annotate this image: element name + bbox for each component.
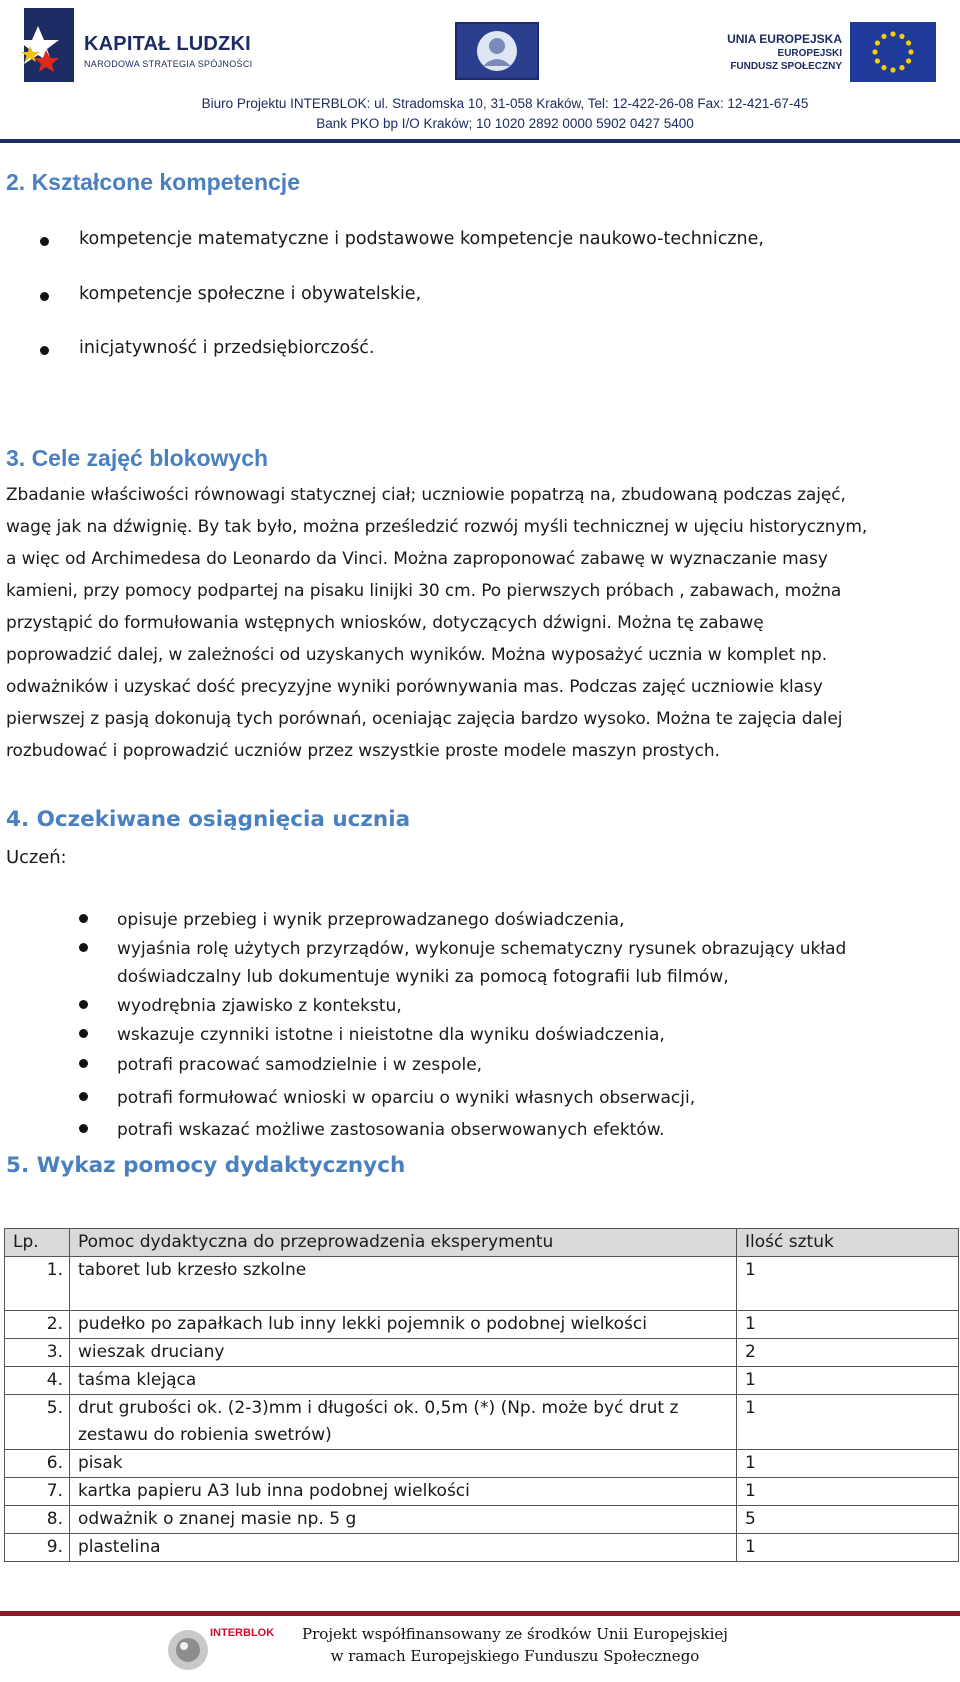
kapital-ludzki-title: KAPITAŁ LUDZKI xyxy=(84,33,251,55)
section-5-heading: 5. Wykaz pomocy dydaktycznych xyxy=(6,1153,406,1178)
paragraph-line: rozbudować i poprowadzić uczniów przez wszystkie proste modele maszyn prostych. xyxy=(6,741,720,761)
paragraph-line: kamieni, przy pomocy podpartej na pisaku linijki 30 cm. Po pierwszych próbach , zabawach, można xyxy=(6,581,842,601)
eu-logo-subtitle-1: EUROPEJSKI xyxy=(777,48,842,59)
column-header-quantity: Ilość sztuk xyxy=(737,1229,959,1257)
eu-flag-icon xyxy=(850,22,936,82)
table-row: 8. odważnik o znanej masie np. 5 g 5 xyxy=(5,1506,959,1534)
bullet-icon xyxy=(40,292,49,301)
table-row: 1. taboret lub krzesło szkolne 1 xyxy=(5,1257,959,1311)
bullet-icon xyxy=(79,1059,88,1068)
footer-divider xyxy=(0,1611,960,1616)
footer-cofinancing-line: Projekt współfinansowany ze środków Unii Europejskiej xyxy=(302,1625,728,1643)
column-header-item: Pomoc dydaktyczna do przeprowadzenia eksperymentu xyxy=(70,1229,737,1257)
bullet-icon xyxy=(40,346,49,355)
paragraph-line: pierwszej z pasją dokonują tych porównań, oceniając zajęcia bardzo wysoko. Można te zajęcia dalej xyxy=(6,709,843,729)
bullet-icon xyxy=(79,943,88,952)
header-address: Biuro Projektu INTERBLOK: ul. Stradomska 10, 31-058 Kraków, Tel: 12-422-26-08 Fax: 12-421-67-45 xyxy=(201,96,809,111)
table-row: 2. pudełko po zapałkach lub inny lekki pojemnik o podobnej wielkości 1 xyxy=(5,1311,959,1339)
table-row: 3. wieszak druciany 2 xyxy=(5,1339,959,1367)
paragraph-line: przystąpić do formułowania wstępnych wniosków, dotyczących dźwigni. Można tę zabawę xyxy=(6,613,764,633)
kapital-ludzki-subtitle: NARODOWA STRATEGIA SPÓJNOŚCI xyxy=(84,59,253,69)
bullet-icon xyxy=(79,914,88,923)
teaching-aids-table xyxy=(4,1228,959,1562)
table-row: 6. pisak 1 xyxy=(5,1450,959,1478)
footer-fund-line: w ramach Europejskiego Funduszu Społecznego xyxy=(330,1647,700,1665)
header-bank-account: Bank PKO bp I/O Kraków; 10 1020 2892 0000 5902 0427 5400 xyxy=(316,116,694,131)
paragraph-line: a więc od Archimedesa do Leonardo da Vinci. Można zaproponować zabawę w wyznaczanie masy xyxy=(6,549,828,569)
column-header-lp: Lp. xyxy=(5,1229,70,1257)
table-row: 9. plastelina 1 xyxy=(5,1534,959,1562)
eu-logo-subtitle-2: FUNDUSZ SPOŁECZNY xyxy=(730,61,842,72)
paragraph-line: wagę jak na dźwignię. By tak było, można prześledzić rozwój myśli technicznej w ujęciu historycznym, xyxy=(6,517,868,537)
interblok-logo-icon xyxy=(160,1620,290,1678)
bullet-icon xyxy=(40,237,49,246)
kapital-ludzki-mark-icon xyxy=(16,6,78,86)
section-4-lead: Uczeń: xyxy=(6,847,67,868)
eu-logo xyxy=(710,20,938,102)
table-row: 4. taśma klejąca 1 xyxy=(5,1367,959,1395)
table-row: 5. drut grubości ok. (2-3)mm i długości ok. 0,5m (*) (Np. może być drut z zestawu do robienia swetrów) 1 xyxy=(5,1395,959,1450)
kapital-ludzki-logo xyxy=(16,6,266,88)
section-2-heading: 2. Kształcone kompetencje xyxy=(6,169,300,195)
eu-logo-title: UNIA EUROPEJSKA xyxy=(727,32,842,46)
table-header-row xyxy=(5,1229,959,1257)
header-divider xyxy=(0,139,960,143)
section-4-heading: 4. Oczekiwane osiągnięcia ucznia xyxy=(6,807,411,832)
section-3-heading: 3. Cele zajęć blokowych xyxy=(6,445,269,471)
interblok-logo xyxy=(160,1620,290,1678)
bullet-icon xyxy=(79,1029,88,1038)
table-row: 7. kartka papieru A3 lub inna podobnej wielkości 1 xyxy=(5,1478,959,1506)
paragraph-line: Zbadanie właściwości równowagi statycznej ciał; uczniowie popatrzą na, zbudowaną podczas zajęć, xyxy=(6,485,846,505)
paragraph-line: poprowadzić dalej, w zależności od uzyskanych wyników. Można wyposażyć ucznia w komplet np. xyxy=(6,645,828,665)
bullet-icon xyxy=(79,1124,88,1133)
bullet-icon xyxy=(79,1092,88,1101)
bullet-icon xyxy=(79,1000,88,1009)
paragraph-line: odważników i uzyskać dość precyzyjne wyniki porównywania mas. Podczas zajęć uczniowie klasy xyxy=(6,677,823,697)
footer-logo-text: INTERBLOK xyxy=(210,1627,275,1639)
portrait-emblem-icon xyxy=(455,22,539,80)
